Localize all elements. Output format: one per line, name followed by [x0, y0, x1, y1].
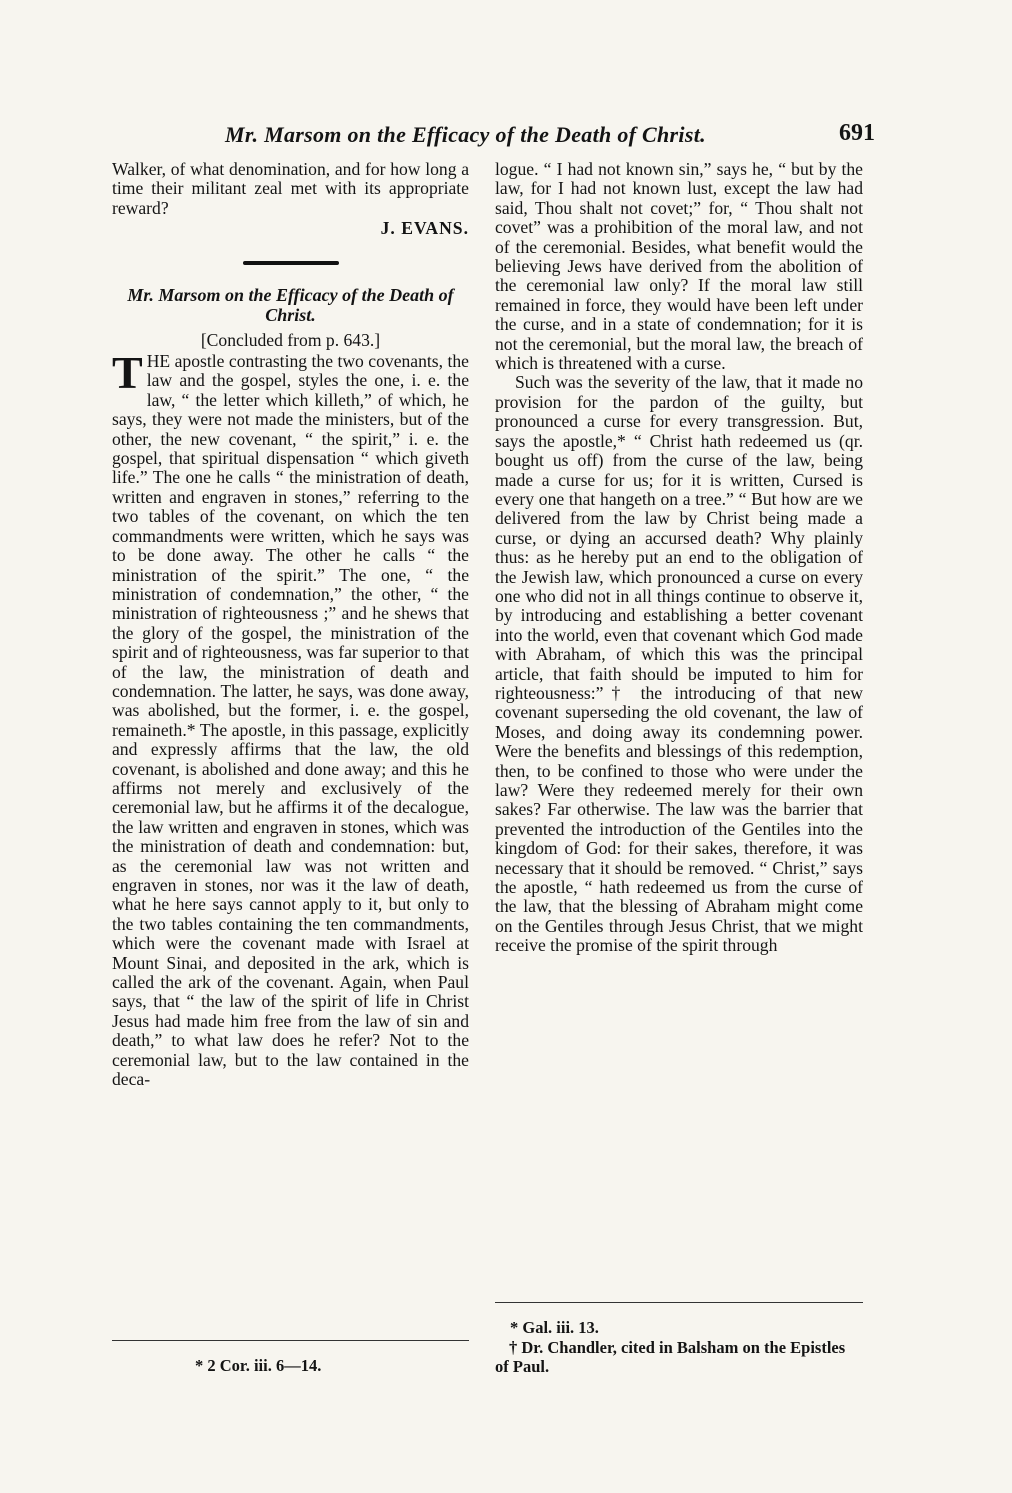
running-header: [105, 122, 875, 162]
article-paragraph: logue. “ I had not known sin,” says he, “ but by the law, for I had not known lust, except the law had said, Thou shalt not covet;” for, “ Thou shalt not covet” was a prohibition of the moral law, and not of the ceremonial. Besides, what benefit would the believing Jews have derived from the abolition of the ceremonial law only? If the moral law still remained in force, they would have been left under the curse, and in a state of condemnation; for it is not the ceremonial, but the moral law, the breach of which is threatened with a curse.: [495, 159, 863, 374]
section-divider: [243, 261, 339, 265]
page-number: 691: [839, 120, 875, 146]
footnote-rule: [495, 1302, 863, 1303]
footnote-rule: [112, 1340, 469, 1341]
footnote: † Dr. Chandler, cited in Balsham on the Epistles of Paul.: [495, 1338, 846, 1376]
article-paragraph: Such was the severity of the law, that it made no provision for the pardon of the guilty, but pronounced a curse for every transgression. But, says the apostle,* “ Christ hath redeemed us (qr. bought us off) from the curse of the law, being made a curse for us; for it is written, Cursed is every one that hangeth on a tree.” “ But how are we delivered from the law by Christ being made a curse, or dying an accursed death? Why plainly thus: as he hereby put an end to the obligation of the Jewish law, which pronounced a curse on every one who did not in all things continue to observe it, by introducing and establishing a better covenant into the world, even that covenant which God made with Abraham, of which this was the principal article, that faith should be imputed to him for righteousness:”† the introducing of that new covenant superseding the old covenant, the law of Moses, and doing away its condemning power. Were the benefits and blessings of this redemption, then, to be confined to those who were under the law? Were they redeemed merely for their own sakes? Far otherwise. The law was the barrier that prevented the introduction of the Gentiles into the kingdom of God: for their sakes, therefore, it was necessary that it should be removed. “ Christ,” says the apostle, “ hath redeemed us from the curse of the law, that the blessing of Abraham might come on the Gentiles through Jesus Christ, that we might receive the promise of the spirit through: [495, 372, 863, 956]
footnote: * 2 Cor. iii. 6—14.: [195, 1356, 322, 1375]
author-signature: J. EVANS.: [380, 218, 469, 239]
footnote: * Gal. iii. 13.: [510, 1318, 599, 1337]
left-column: [112, 160, 469, 1089]
article-paragraph: HE apostle contrasting the two covenants, the law and the gospel, styles the one, i. e. the law, “ the letter which killeth,” of which, he says, they were not made the ministers, but of the other, the new covenant, “ the spirit,” i. e. the gospel, that spiritual dispensation “ which giveth life.” The one he calls “ the ministration of death, written and engraven in stones,” referring to the two tables of the covenant, on which the ten commandments were written, which he says was to be done away. The other he calls “ the ministration of the spirit.” The one, “ the ministration of condemnation,” the other, “ the ministration of righteousness ;” and he shews that the glory of the gospel, the ministration of the spirit and of righteousness, was far superior to that of the law, the ministration of death and condemnation. The latter, he says, was done away, was abolished, but the former, i. e. the gospel, remaineth.* The apostle, in this passage, explicitly and expressly affirms that the law, the old covenant, is abolished and done away; and this he affirms not merely and exclusively of the ceremonial law, but he affirms it of the decalogue, the law written and engraven in stones, which was the ministration of death and condemnation: but, as the ceremonial law was not written and engraven in stones, nor was it the law of death, what he here says cannot apply to it, but only to the two tables containing the ten commandments, which were the covenant made with Israel at Mount Sinai, and deposited in the ark, which is called the ark of the covenant. Again, when Paul says, that “ the law of the spirit of life in Christ Jesus had made him free from the law of sin and death,” to what law does he refer? Not to the ceremonial law, but to the law contained in the deca-: [112, 351, 469, 1090]
right-column: [495, 160, 863, 956]
previous-article-tail: Walker, of what denomination, and for how long a time their militant zeal met with its appropriate reward?: [112, 159, 469, 218]
running-title: Mr. Marsom on the Efficacy of the Death of Christ.: [225, 122, 706, 147]
article-title: Mr. Marsom on the Efficacy of the Death of Christ.: [127, 284, 454, 325]
continued-note: [Concluded from p. 643.]: [200, 329, 381, 350]
drop-cap: T: [112, 347, 143, 399]
